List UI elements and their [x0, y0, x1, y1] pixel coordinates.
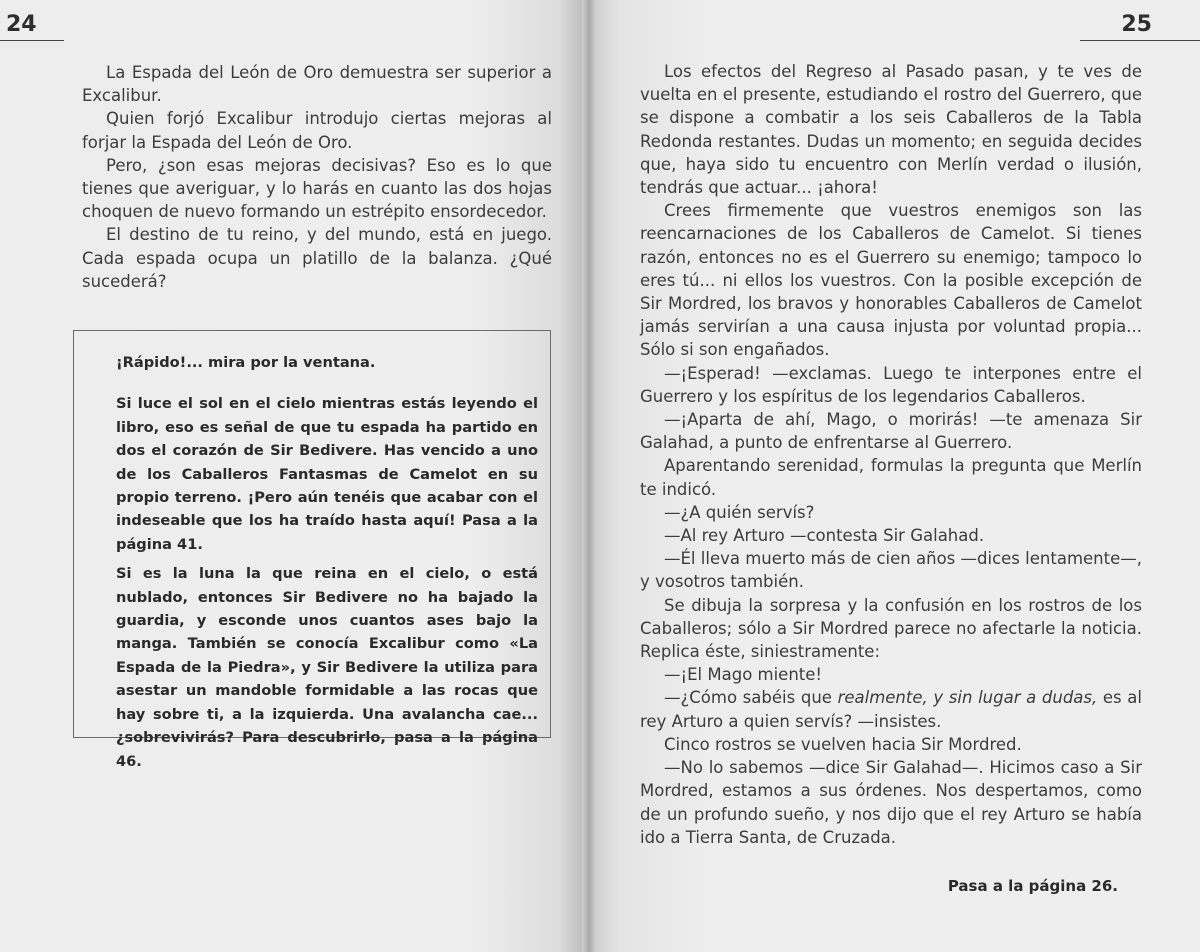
paragraph: —Él lleva muerto más de cien años —dices lentamente—, y vosotros también.	[640, 549, 1142, 592]
goto-next-page: Pasa a la página 26.	[947, 877, 1118, 895]
paragraph: Cinco rostros se vuelven hacia Sir Mordred.	[664, 734, 1022, 754]
paragraph: —No lo sabemos —dice Sir Galahad—. Hicimos caso a Sir Mordred, estamos a sus órdenes. Nos despertamos, como de un profundo sueño, y nos dijo que el rey Arturo se había ido a Tierra Santa, de Cruzada.	[640, 758, 1142, 847]
choice-box	[73, 330, 551, 770]
left-body-text	[82, 61, 552, 293]
italic-text-run: realmente, y sin lugar a dudas,	[837, 688, 1098, 708]
text-run: es al rey Arturo a quien servís? —insistes.	[640, 688, 1142, 731]
page-number-left: 24	[6, 12, 37, 37]
book-gutter	[582, 0, 596, 952]
choice-option-sun: Si luce el sol en el cielo mientras estás leyendo el libro, eso es señal de que tu espada ha partido en dos el corazón de Sir Bedivere. Has vencido a uno de los Caballeros Fantasmas de Camelot en su propio terreno. ¡Pero aún tenéis que acabar con el indeseable que los ha traído hasta aquí! Pasa a la página 41.	[116, 395, 538, 553]
right-page	[588, 0, 1200, 952]
left-page	[0, 0, 588, 952]
choice-box-heading: ¡Rápido!... mira por la ventana.	[116, 354, 376, 371]
paragraph: La Espada del León de Oro demuestra ser superior a Excalibur.	[82, 63, 552, 106]
page-number-right: 25	[1121, 12, 1152, 37]
paragraph: Crees firmemente que vuestros enemigos son las reencarnaciones de los Caballeros de Camelot. Si tienes razón, entonces no es el Guerrero su enemigo; tampoco lo eres tú... ni ellos los vuestros. Con la posible excepción de Sir Mordred, los bravos y honorables Caballeros de Camelot jamás servirían a una causa injusta por voluntad propia... Sólo si son engañados.	[640, 201, 1142, 360]
paragraph: Quien forjó Excalibur introdujo ciertas mejoras al forjar la Espada del León de Oro.	[82, 109, 552, 152]
paragraph: Se dibuja la sorpresa y la confusión en los rostros de los Caballeros; sólo a Sir Mordred parece no afectarle la noticia. Replica éste, siniestramente:	[640, 595, 1142, 662]
choice-option-moon: Si es la luna la que reina en el cielo, o está nublado, entonces Sir Bedivere no ha bajado la guardia, y esconde unos cuantos ases bajo la manga. También se conocía Excalibur como «La Espada de la Piedra», y Sir Bedivere la utiliza para asestar un mandoble formidable a las rocas que hay sobre ti, a la izquierda. Una avalancha cae... ¿sobrevivirás? Para descubrirlo, pasa a la página 46.	[116, 565, 538, 770]
paragraph: Pero, ¿son esas mejoras decisivas? Eso es lo que tienes que averiguar, y lo harás en cuanto las dos hojas choquen de nuevo formando un estrépito ensordecedor.	[82, 155, 552, 222]
paragraph: —¡El Mago miente!	[664, 665, 823, 685]
right-body-text	[640, 60, 1142, 849]
paragraph: —Al rey Arturo —contesta Sir Galahad.	[664, 526, 985, 546]
text-run: —¿Cómo sabéis que	[664, 688, 838, 708]
paragraph-with-italics	[640, 686, 1142, 732]
paragraph: —¡Esperad! —exclamas. Luego te interpones entre el Guerrero y los espíritus de los legendarios Caballeros.	[640, 363, 1142, 406]
choice-box-text	[116, 341, 538, 773]
paragraph: El destino de tu reino, y del mundo, está en juego. Cada espada ocupa un platillo de la balanza. ¿Qué sucederá?	[82, 225, 552, 291]
header-rule-right	[1080, 40, 1200, 41]
header-rule-left	[0, 40, 64, 41]
paragraph: Aparentando serenidad, formulas la pregunta que Merlín te indicó.	[640, 456, 1142, 499]
paragraph: Los efectos del Regreso al Pasado pasan, y te ves de vuelta en el presente, estudiando el rostro del Guerrero, que se dispone a combatir a los seis Caballeros de la Tabla Redonda restantes. Dudas un momento; en seguida decides que, haya sido tu encuentro con Merlín verdad o ilusión, tendrás que actuar... ¡ahora!	[640, 62, 1142, 198]
paragraph: —¿A quién servís?	[664, 502, 815, 522]
paragraph: —¡Aparta de ahí, Mago, o morirás! —te amenaza Sir Galahad, a punto de enfrentarse al Guerrero.	[640, 410, 1142, 453]
